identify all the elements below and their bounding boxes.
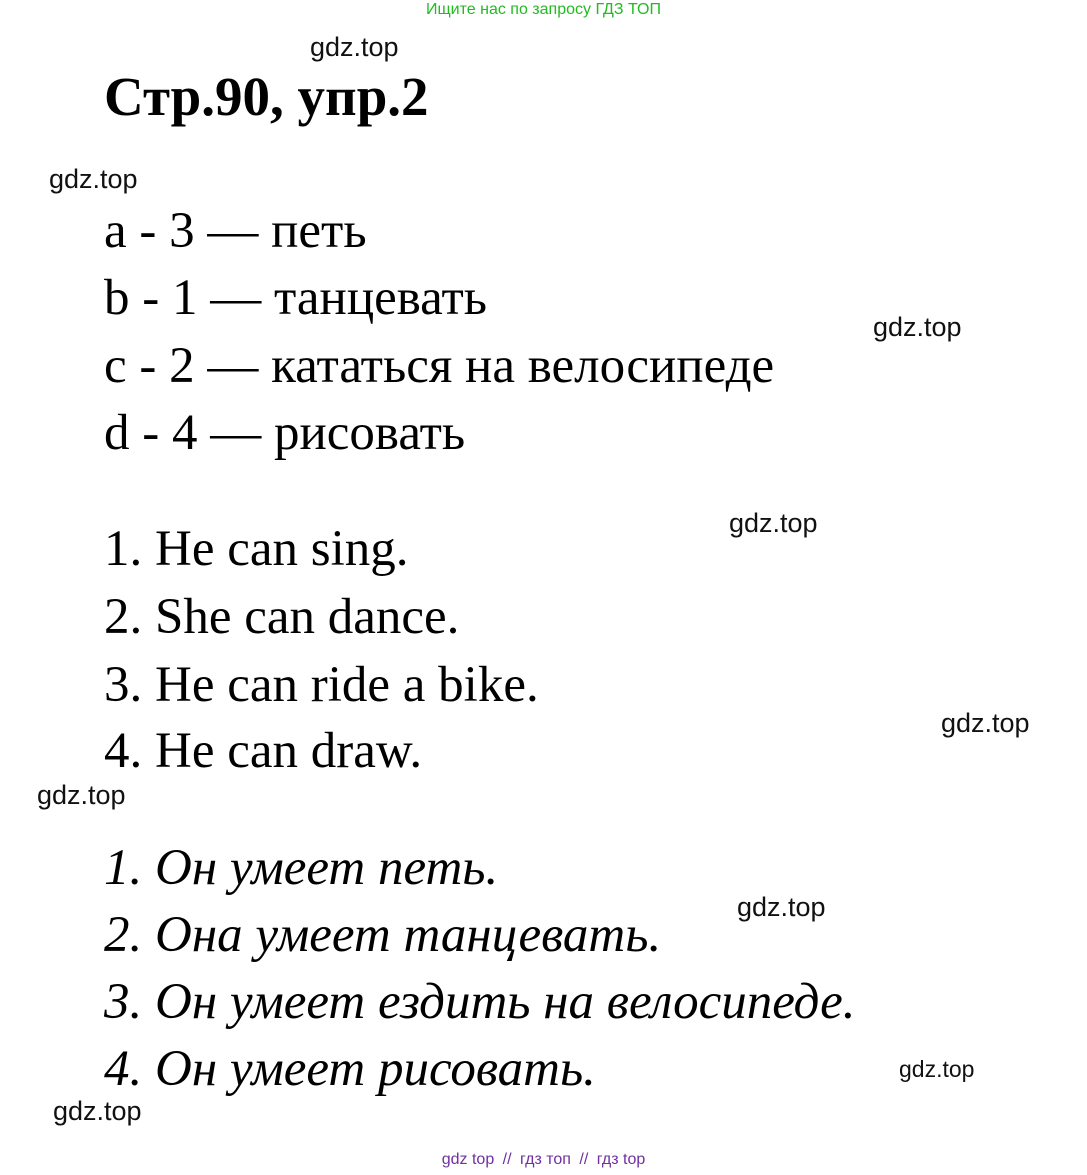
watermark: gdz.top [49, 164, 138, 194]
footer-link-gdz-top[interactable]: gdz top [441, 1151, 495, 1168]
watermark: gdz.top [737, 892, 826, 922]
watermark: gdz.top [899, 1056, 975, 1082]
english-sentence-1: 1. He can sing. [104, 521, 409, 577]
footer-separator: // [579, 1151, 589, 1168]
watermark: gdz.top [873, 312, 962, 342]
russian-sentence-3: 3. Он умеет ездить на велосипеде. [104, 974, 856, 1030]
english-sentence-3: 3. He can ride a bike. [104, 657, 539, 713]
watermark: gdz.top [37, 780, 126, 810]
watermark: gdz.top [310, 32, 399, 62]
match-line-d: d - 4 — рисовать [104, 405, 466, 461]
footer-link-gdz-top-mixed[interactable]: гдз top [596, 1151, 646, 1168]
russian-sentence-1: 1. Он умеет петь. [104, 840, 499, 896]
match-line-a: a - 3 — петь [104, 203, 367, 259]
footer-separator: // [502, 1151, 512, 1168]
english-sentence-4: 4. He can draw. [104, 723, 423, 779]
match-line-c: c - 2 — кататься на велосипеде [104, 338, 775, 394]
watermark: gdz.top [941, 708, 1030, 738]
russian-sentence-4: 4. Он умеет рисовать. [104, 1041, 596, 1097]
search-hint-banner: Ищите нас по запросу ГДЗ ТОП [426, 1, 661, 18]
match-line-b: b - 1 — танцевать [104, 270, 488, 326]
watermark: gdz.top [729, 508, 818, 538]
footer-links [0, 1151, 1087, 1169]
footer-link-gdz-top-ru[interactable]: гдз топ [520, 1151, 571, 1168]
page-title: Стр.90, упр.2 [104, 66, 429, 127]
english-sentence-2: 2. She can dance. [104, 589, 460, 645]
watermark: gdz.top [53, 1096, 142, 1126]
russian-sentence-2: 2. Она умеет танцевать. [104, 907, 662, 963]
